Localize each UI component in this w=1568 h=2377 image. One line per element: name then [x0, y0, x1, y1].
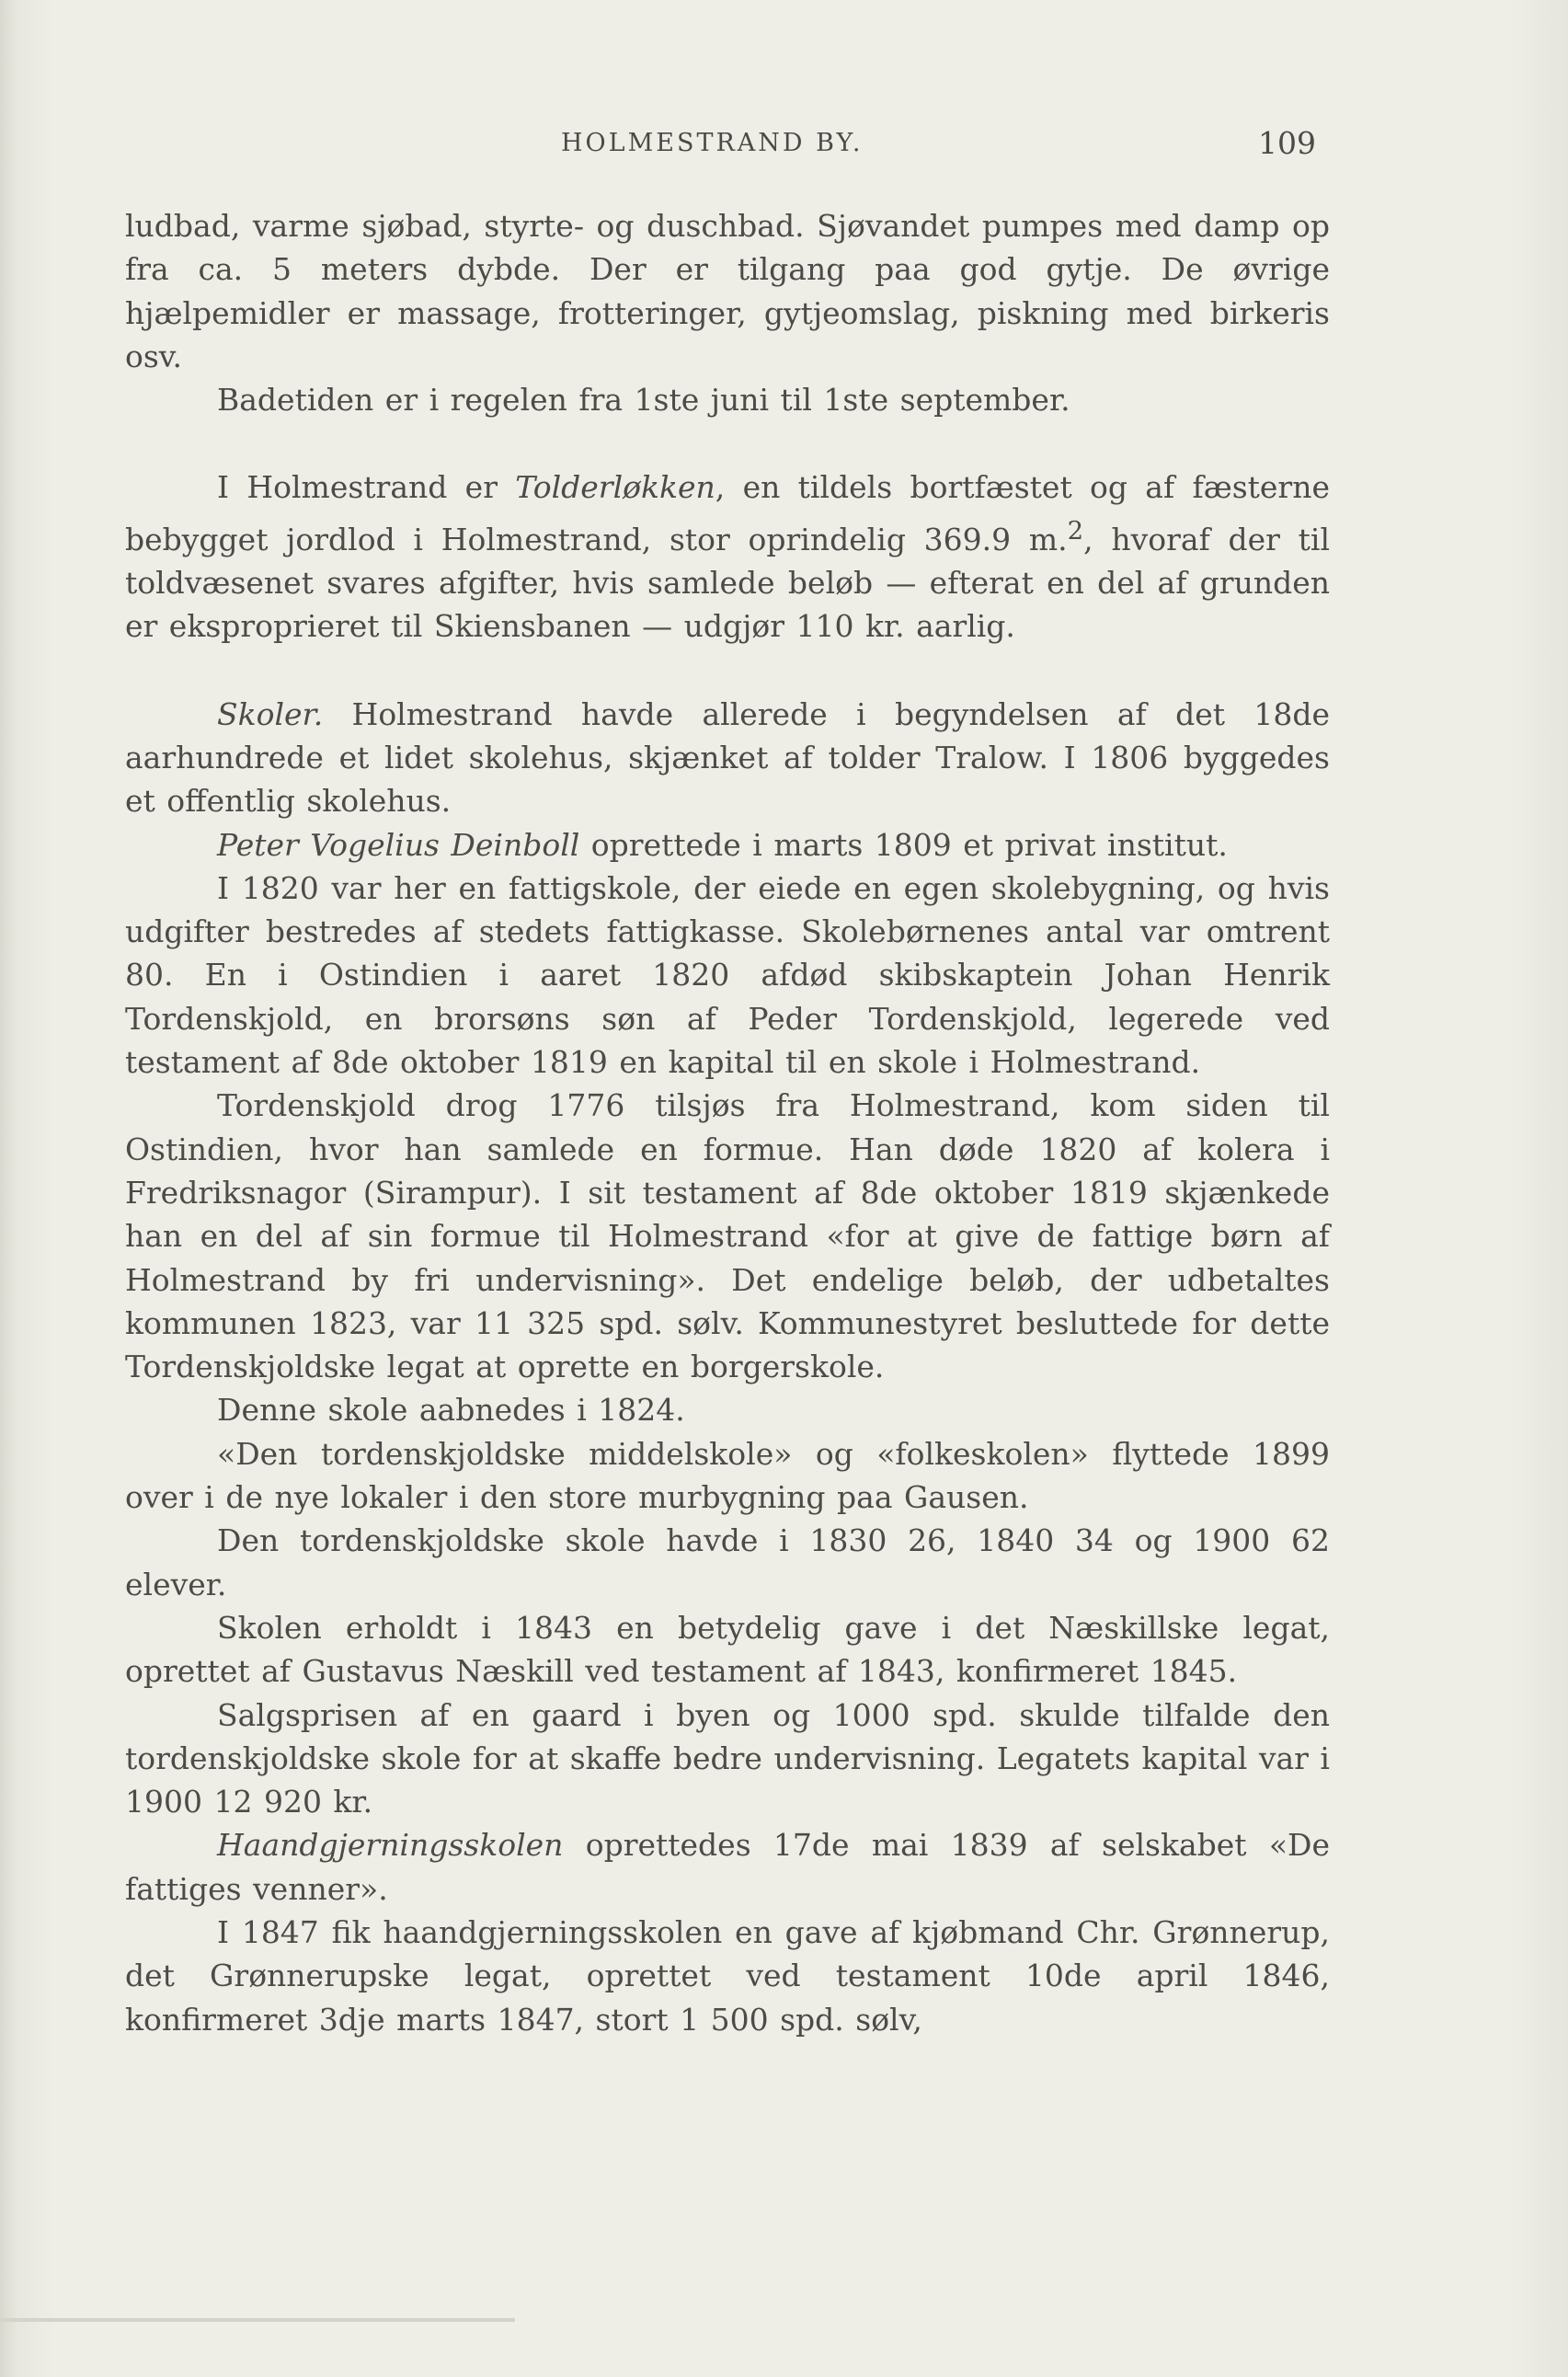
paragraph-opening: Denne skole aabnedes i 1824. [217, 1392, 685, 1429]
text-run: oprettede i marts 1809 et privat institut. [579, 826, 1228, 863]
page-number: 109 [1258, 125, 1316, 161]
paragraph-tordenskjold: Tordenskjold drog 1776 tilsjøs fra Holmestrand, kom siden til Ostindien, hvor han samlede en formue. Han døde 1820 af kolera i Fredriksnagor (Sirampur). I sit testament af 8de oktober 1819 skjænkede han en del af sin formue til Holmestrand «for at give de fattige børn af Holmestrand by fri undervisning». Det endelige beløb, der udbetaltes kommunen 1823, var 11 325 spd. sølv. Kommunestyret besluttede for dette Tordenskjoldske legat at oprette en borgerskole. [125, 1087, 1330, 1385]
page-header [0, 125, 1568, 166]
emphasis-haandgjerningsskolen: Haandgjerningsskolen [217, 1827, 564, 1864]
paragraph-bathing-season: Badetiden er i regelen fra 1ste juni til 1ste september. [217, 382, 1070, 419]
paragraph-fattigskole: I 1820 var her en fattigskole, der eiede en egen skolebygning, og hvis udgifter bestredes af stedets fattigkasse. Skolebørnenes antal var omtrent 80. En i Ostindien i aaret 1820 afdød skibskaptein Johan Henrik Tordenskjold, en brorsøns søn af Peder Tordenskjold, legerede ved testament af 8de oktober 1819 en kapital til en skole i Holmestrand. [125, 869, 1330, 1081]
text-run: I Holmestrand er [217, 469, 516, 506]
paragraph-bathing: ludbad, varme sjøbad, styrte- og duschbad. Sjøvandet pumpes med damp op fra ca. 5 meters dybde. Der er tilgang paa god gytje. De øvrige hjælpemidler er massage, frotteringer, gytjeomslag, piskning med birkeris osv. [125, 208, 1330, 374]
section-heading-skoler: Skoler. [217, 695, 324, 732]
text-run: , hvoraf der til toldvæsenet svares afgifter, hvis samlede beløb — efterat en del af grunden er eksproprieret til Skiensbanen — udgjør 110 kr. aarlig. [125, 521, 1331, 645]
page-body [125, 204, 1330, 2041]
emphasis-tolderlokken: Tolderløkken [515, 469, 715, 506]
paragraph-haandgjerning [125, 1823, 1330, 1911]
paragraph-gronnerup: I 1847 fik haandgjerningsskolen en gave af kjøbmand Chr. Grønnerup, det Grønnerupske legat, oprettet ved testament 10de april 1846, konfirmeret 3dje marts 1847, stort 1 500 spd. sølv, [125, 1913, 1330, 2038]
paragraph-deinboll [125, 823, 1330, 867]
paragraph-naeskill: Skolen erholdt i 1843 en betydelig gave i det Næskillske legat, oprettet af Gustavus Næskill ved testament af 1843, konfirmeret 1845. [125, 1609, 1330, 1690]
emphasis-deinboll: Peter Vogelius Deinboll [217, 826, 580, 863]
text-run: , en tildels bortfæstet og af fæsterne bebygget jordlod i Holmestrand, stor oprindelig 369.9 m. [125, 469, 1330, 557]
page-edge-shadow [0, 2318, 515, 2322]
running-head: HOLMESTRAND BY. [561, 129, 864, 157]
text-run: Holmestrand havde allerede i begyndelsen af det 18de aarhundrede et lidet skolehus, skjænket af tolder Tralow. I 1806 byggedes et offentlig skolehus. [125, 695, 1330, 820]
text-run: oprettedes 17de mai 1839 af selskabet «De fattiges venner». [125, 1827, 1330, 1907]
paragraph-tolderlokken [125, 465, 1330, 648]
paragraph-schools [125, 693, 1330, 823]
paragraph-pupils: Den tordenskjoldske skole havde i 1830 26, 1840 34 og 1900 62 elever. [125, 1522, 1330, 1602]
paragraph-middelskole: «Den tordenskjoldske middelskole» og «folkeskolen» flyttede 1899 over i de nye lokaler i den store murbygning paa Gausen. [125, 1435, 1330, 1516]
paragraph-salgsprisen: Salgsprisen af en gaard i byen og 1000 spd. skulde tilfalde den tordenskjoldske skole for at skaffe bedre undervisning. Legatets kapital var i 1900 12 920 kr. [125, 1696, 1330, 1820]
superscript: 2 [1067, 515, 1084, 545]
